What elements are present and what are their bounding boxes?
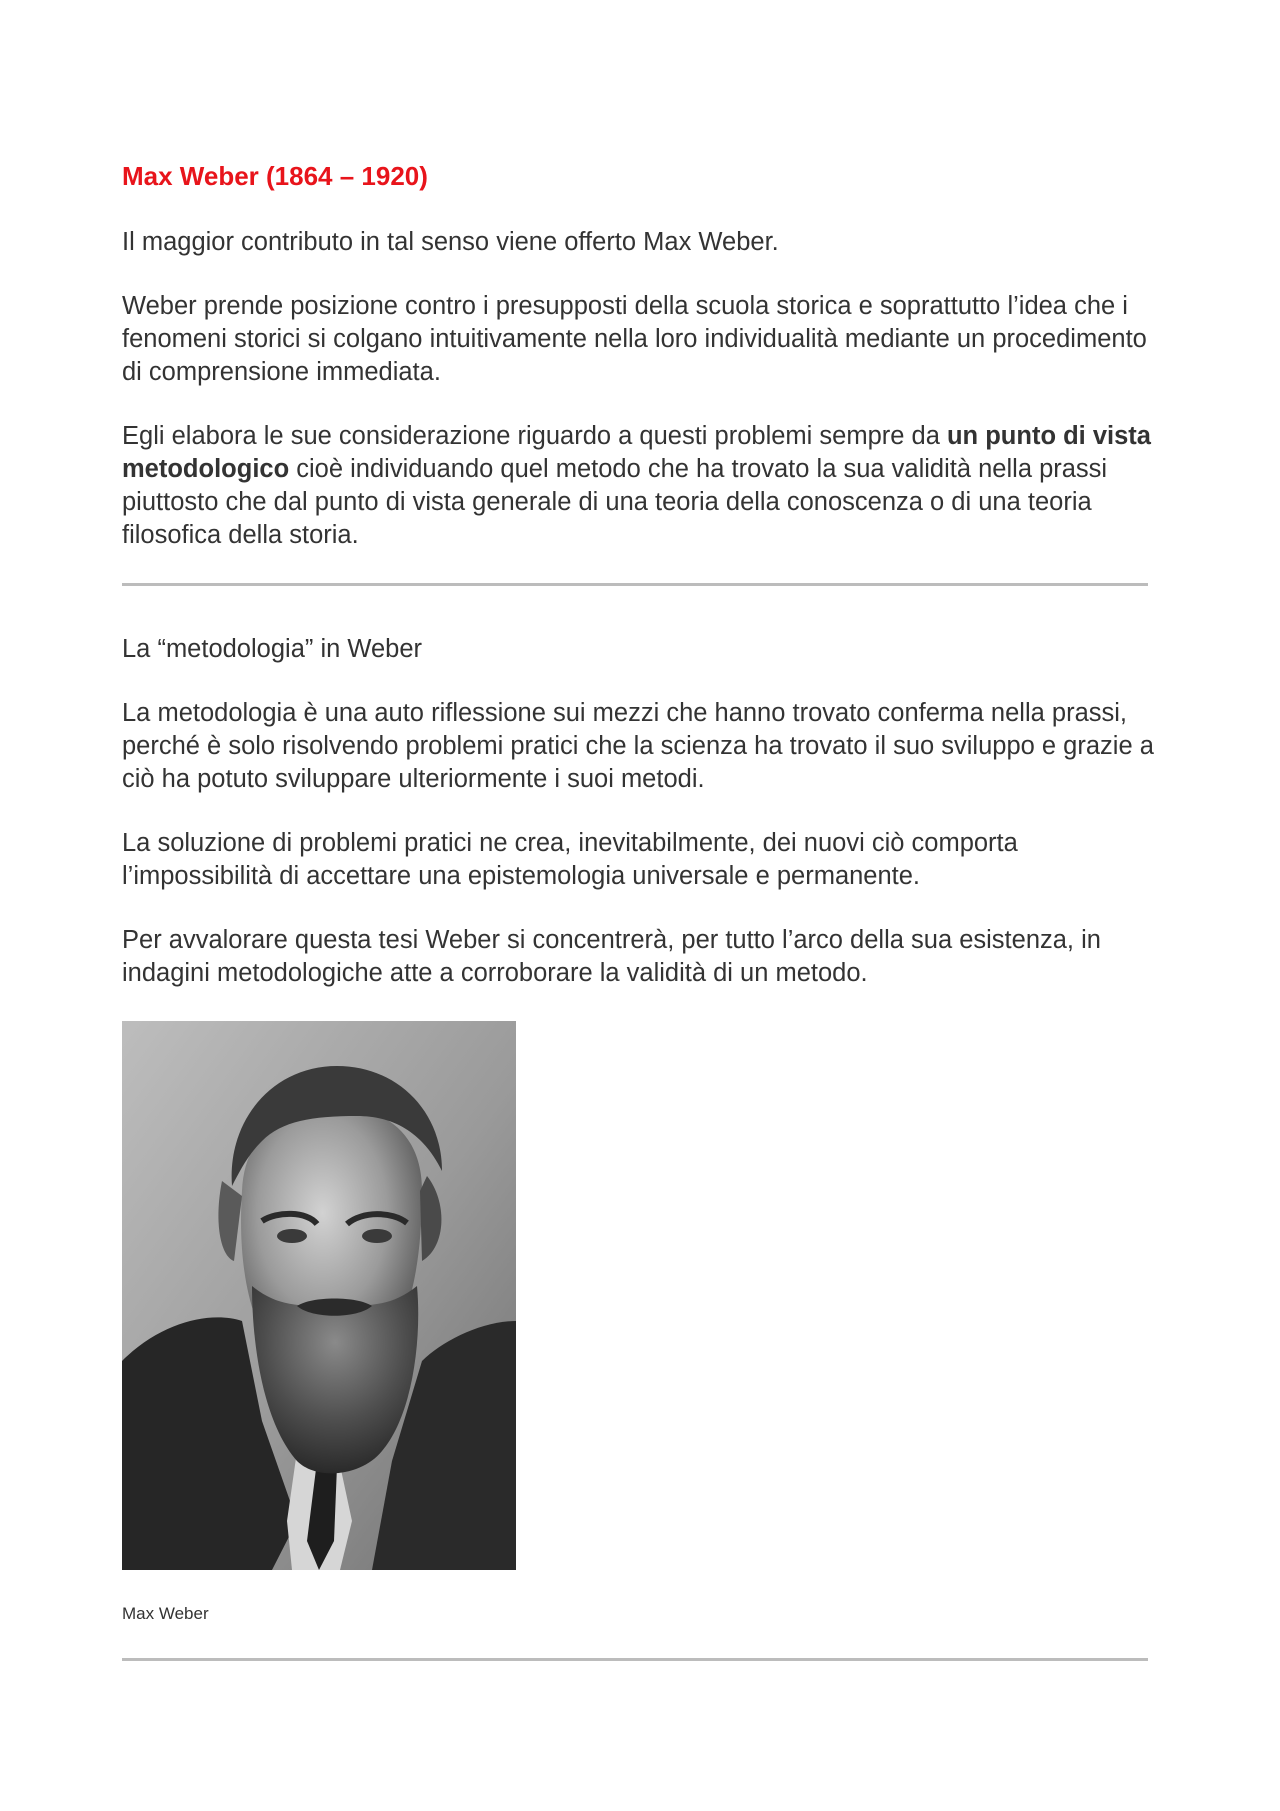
paragraph-historical-school: Weber prende posizione contro i presupposti della scuola storica e soprattutto l’idea che i fenomeni storici si colgano intuitivamente nella loro individualità mediante un procedimento di comprensione immediata. bbox=[122, 292, 1147, 386]
document-title: Max Weber (1864 – 1920) bbox=[122, 161, 428, 191]
paragraph-methodological-view bbox=[122, 420, 1162, 552]
bold-phrase: un punto di vista metodologico bbox=[122, 422, 1151, 483]
paragraph-practical-problems: La soluzione di problemi pratici ne crea, inevitabilmente, dei nuovi ciò comporta l’impossibilità di accettare una epistemologia universale e permanente. bbox=[122, 829, 1018, 890]
paragraph-text: Egli elabora le sue considerazione riguardo a questi problemi sempre da bbox=[122, 422, 947, 450]
horizontal-rule bbox=[122, 583, 1148, 586]
paragraph-thesis: Per avvalorare questa tesi Weber si concentrerà, per tutto l’arco della sua esistenza, in indagini metodologiche atte a corroborare la validità di un metodo. bbox=[122, 926, 1101, 987]
paragraph-text: cioè individuando quel metodo che ha trovato la sua validità nella prassi piuttosto che dal punto di vista generale di una teoria della conoscenza o di una teoria filosofica della storia. bbox=[122, 455, 1108, 549]
section-heading: La “metodologia” in Weber bbox=[122, 635, 423, 663]
horizontal-rule bbox=[122, 1658, 1148, 1661]
document-body bbox=[122, 160, 1162, 1661]
portrait-image bbox=[122, 1021, 516, 1570]
paragraph-intro: Il maggior contributo in tal senso viene offerto Max Weber. bbox=[122, 228, 779, 256]
figure-caption: Max Weber bbox=[122, 1604, 209, 1623]
paragraph-methodology: La metodologia è una auto riflessione sui mezzi che hanno trovato conferma nella prassi, perché è solo risolvendo problemi pratici che la scienza ha trovato il suo sviluppo e grazie a ciò ha potuto sviluppare ulteriormente i suoi metodi. bbox=[122, 699, 1154, 793]
